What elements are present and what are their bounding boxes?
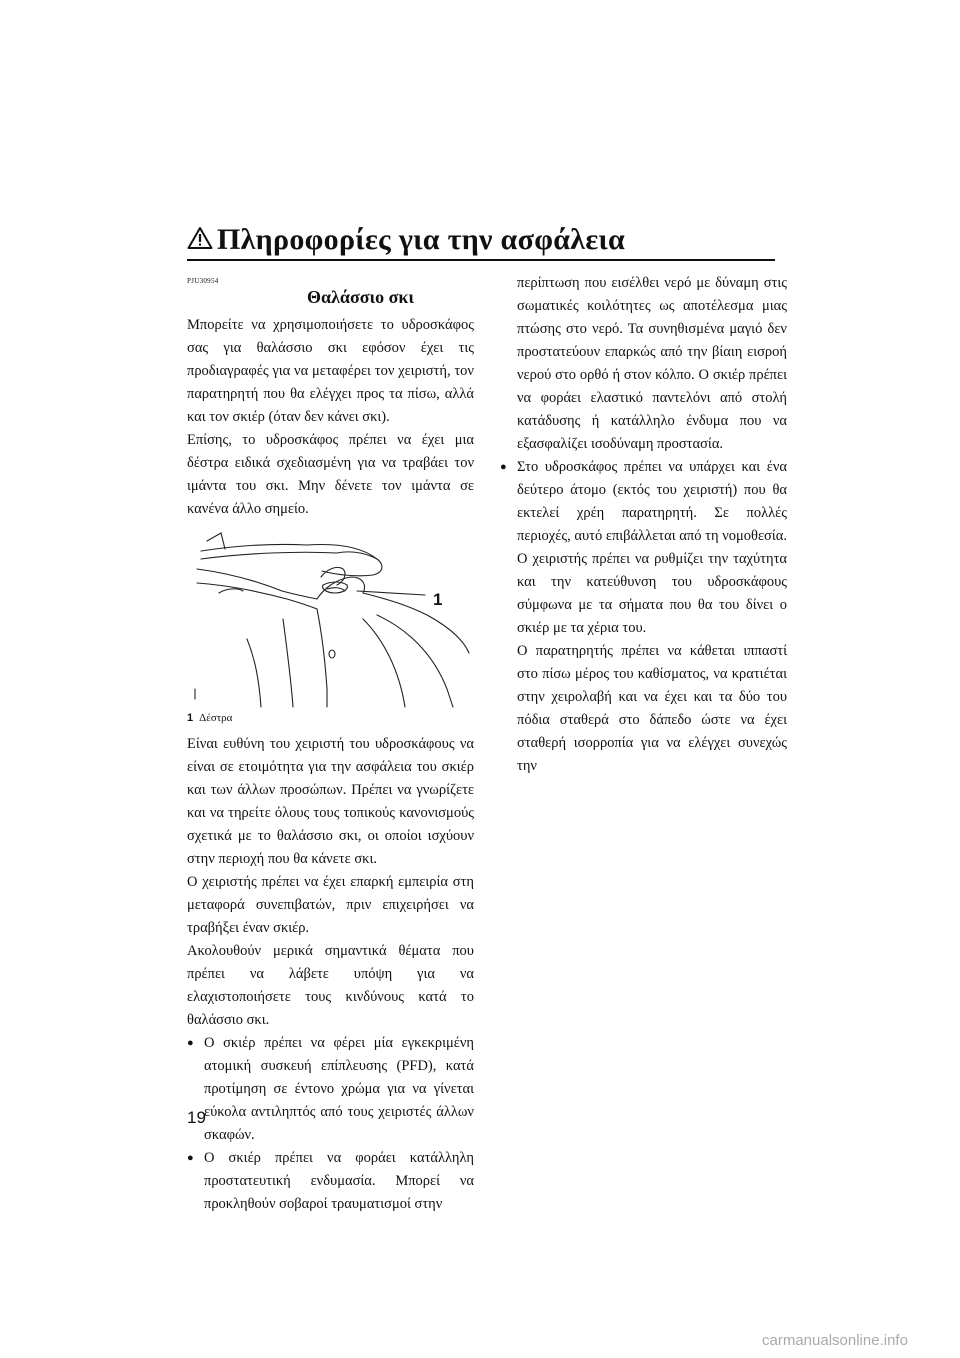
header-rule bbox=[187, 259, 775, 261]
paragraph: Ακολουθούν μερικά σημαντικά θέματα που πρέπει να λάβετε υπόψη για να ελαχιστοποιήσετε τους κινδύνους κατά το θαλάσσιο σκι. bbox=[187, 943, 474, 1028]
watermark: carmanualsonline.info bbox=[762, 1332, 908, 1349]
paragraph: Ο χειριστής πρέπει να έχει επαρκή εμπειρία στη μεταφορά συνεπιβατών, πριν επιχειρήσει να τραβήξει έναν σκιέρ. bbox=[187, 874, 474, 936]
paragraph: Επίσης, το υδροσκάφος πρέπει να έχει μια δέστρα ειδικά σχεδιασμένη για να τραβάει τον ιμάντα του σκι. Μην δένετε τον ιμάντα σε κανένα άλλο σημείο. bbox=[187, 432, 474, 517]
tow-hook-illustration bbox=[187, 529, 474, 709]
paragraph: Μπορείτε να χρησιμοποιήσετε το υδροσκάφος σας για θαλάσσιο σκι εφόσον έχει τις προδιαγραφές για να μεταφέρει τον χειριστή, τον παρατηρητή που θα ελέγχει προς τα πίσω, αλλά και τον σκιέρ (όταν δεν κάνει σκι). bbox=[187, 317, 474, 425]
figure-callout: 1 bbox=[433, 590, 443, 609]
page-title: Πληροφορίες για την ασφάλεια bbox=[217, 223, 626, 256]
page-header bbox=[187, 220, 775, 260]
caption-number: 1 bbox=[187, 712, 194, 724]
caption-text: Δέστρα bbox=[199, 712, 233, 724]
left-column bbox=[187, 270, 474, 1216]
paragraph: Ο παρατηρητής πρέπει να κάθεται ιππαστί στο πίσω μέρος του καθίσματος, να κρατιέται στην χειρολαβή και να έχει και τα δύο του πόδια σταθερά στο δάπεδο ώστε να έχει σταθερή ισορροπία για να ελέγχει συνεχώς την bbox=[517, 643, 787, 774]
paragraph: περίπτωση που εισέλθει νερό με δύναμη στις σωματικές κοιλότητες ως αποτέλεσμα μιας πτώσης στο νερό. Τα συνηθισμένα μαγιό δεν προστατεύουν επαρκώς από την βίαιη εισροή νερού στο ορθό ή στον κόλπο. Ο σκιέρ πρέπει να φοράει ελαστικό παντελόνι από στολή κατάδυσης ή κατάλληλο ένδυμα που να εξασφαλίζει ισοδύναμη προστασία. bbox=[517, 275, 787, 452]
bullet-item: ● Ο σκιέρ πρέπει να φέρει μία εγκεκριμένη ατομική συσκευή επίπλευσης (PFD), κατά προτίμηση σε έντονο χρώμα για να γίνεται εύκολα αντιληπτός από τους χειριστές άλλων σκαφών. bbox=[187, 1032, 474, 1147]
section-code: PJU30954 bbox=[187, 277, 219, 285]
section-title: Θαλάσσιο σκι bbox=[307, 287, 414, 307]
paragraph: Είναι ευθύνη του χειριστή του υδροσκάφους να είναι σε ετοιμότητα για την ασφάλεια του σκιέρ και των άλλων προσώπων. Πρέπει να γνωρίζετε και να τηρείτε όλους τους τοπικούς κανονισμούς σχετικά με το θαλάσσιο σκι, οι οποίοι ισχύουν στην περιοχή που θα κάνετε σκι. bbox=[187, 736, 474, 867]
figure-caption bbox=[187, 711, 474, 725]
bullet-item: ● Στο υδροσκάφος πρέπει να υπάρχει και ένα δεύτερο άτομο (εκτός του χειριστή) που θα εκτελεί χρέη παρατηρητή. Σε πολλές περιοχές, αυτό επιβάλλεται από τη νομοθεσία. Ο χειριστής πρέπει να ρυθμίζει την ταχύτητα και την κατεύθυνση του υδροσκάφους σύμφωνα με τα σήματα που θα του δίνει ο σκιέρ με τα χέρια του. bbox=[500, 456, 787, 640]
page-number: 19 bbox=[187, 1108, 206, 1127]
bullet-item: ● Ο σκιέρ πρέπει να φοράει κατάλληλη προστατευτική ενδυμασία. Μπορεί να προκληθούν σοβαροί τραυματισμοί στην bbox=[187, 1147, 474, 1216]
figure-tow-hook bbox=[187, 529, 474, 709]
right-column bbox=[500, 272, 787, 778]
warning-triangle-icon bbox=[187, 226, 213, 250]
